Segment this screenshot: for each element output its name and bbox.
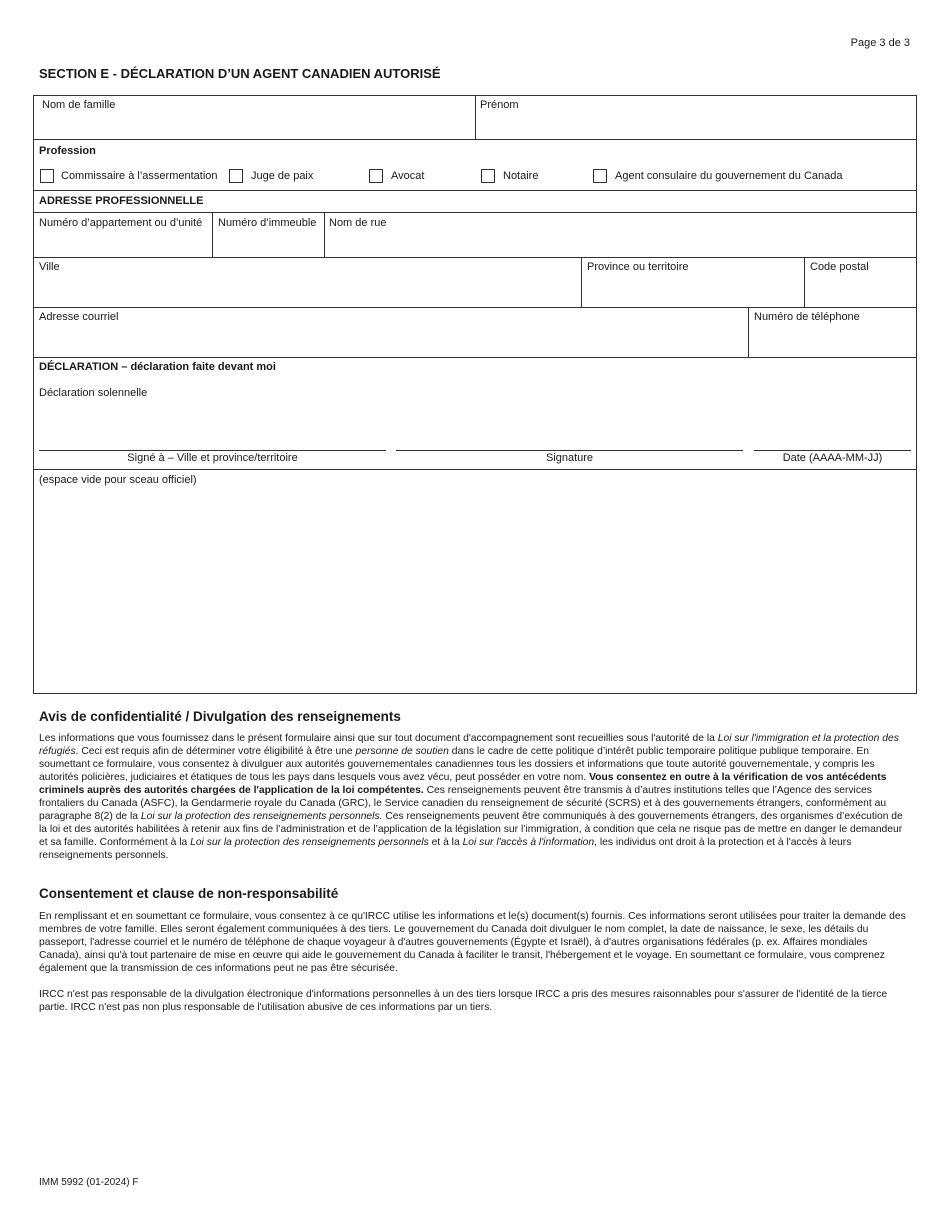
seal-label: (espace vide pour sceau officiel) (39, 474, 197, 486)
checkbox-commissaire[interactable] (40, 169, 54, 183)
phone-field[interactable] (749, 308, 916, 357)
signed-at-field[interactable] (39, 416, 386, 450)
declaration-heading: DÉCLARATION – déclaration faite devant moi (39, 361, 276, 373)
postal-code-field[interactable] (805, 258, 916, 307)
date-field[interactable] (754, 416, 911, 450)
signature-line (396, 450, 743, 451)
phone-label: Numéro de téléphone (754, 311, 860, 323)
unit-number-label: Numéro d’appartement ou d’unité (39, 217, 203, 229)
business-address-heading: ADRESSE PROFESSIONNELLE (39, 195, 204, 207)
building-number-field[interactable] (213, 213, 324, 257)
first-name-field[interactable] (476, 96, 916, 139)
city-label: Ville (39, 261, 60, 273)
unit-number-field[interactable] (34, 213, 212, 257)
solemn-declaration-label: Déclaration solennelle (39, 387, 148, 399)
consent-paragraph-1: En remplissant et en soumettant ce formulaire, vous consentez à ce qu'IRCC utilise les informations et le(s) document(s) fournis. Ces informations seront utilisées pour traiter la demande des membres de votre famille. Elles seront également communiquées à des tiers. Le gouvernement du Canada doit divulguer le nom complet, la date de naissance, le sexe, les détails du passeport, l'adresse courriel et le numéro de téléphone de chaque voyageur à d'autres gouvernements (Égypte et Israël), à d'autres organisations fédérales (p. ex. Affaires mondiales Canada), ainsi qu'à tout partenaire de mise en œuvre qui aide le gouvernement du Canada à faciliter le transit, l'hébergement et le voyage. En soumettant ce formulaire, vous comprenez également que la transmission de ces informations peut ne pas être sécurisée. (39, 911, 906, 974)
checkbox-agent-consulaire[interactable] (593, 169, 607, 183)
privacy-paragraph: Les informations que vous fournissez dans le présent formulaire ainsi que sur tout document d'accompagnement sont recueillies sous l'autorité de la Loi sur l'immigration et la protection des réfugiés. Ceci est requis afin de déterminer votre éligibilité à être une personne de soutien dans le cadre de cette politique d’intérêt public temporaire politique publique temporaire. En soumettant ce formulaire, vous consentez à divulguer aux autorités gouvernementales canadiennes tous les dossiers et informations que toute autorité gouvernementale, y compris les autorités policières, judiciaires et étatiques de tous les pays dans lesquels vous avez vécu, peut posséder en votre nom. Vous consentez en outre à la vérification de vos antécédents criminels auprès des autorités chargées de l'application de la loi compétentes. Ces renseignements peuvent être transmis à d’autres institutions telles que l’Agence des services frontaliers du Canada (ASFC), la Gendarmerie royale du Canada (GRC), le Service canadien du renseignement de sécurité (SCRS) et à des gouvernements étrangers, conformément au paragraphe 8(2) de la Loi sur la protection des renseignements personnels. Ces renseignements peuvent être communiqués à des gouvernements étrangers, des organismes d’exécution de la loi et des autorités habilitées à retenir aux fins de l’administration et de l’application de la législation sur l’immigration, à condition que cela ne risque pas de mettre en danger le demandeur et sa famille. Conformément à la Loi sur la protection des renseignements personnels et à la Loi sur l'accès à l'information, les individus ont droit à la protection et à l'accès à leurs renseignements personnels. (39, 733, 903, 861)
last-name-field[interactable] (34, 96, 475, 139)
option-agent-consulaire-label: Agent consulaire du gouvernement du Canada (615, 170, 843, 182)
option-avocat-label: Avocat (391, 170, 425, 182)
city-field[interactable] (34, 258, 581, 307)
section-title: SECTION E - DÉCLARATION D’UN AGENT CANADIEN AUTORISÉ (39, 66, 441, 81)
divider (34, 469, 916, 470)
signature-caption: Signature (545, 452, 594, 464)
checkbox-notaire[interactable] (481, 169, 495, 183)
option-notaire-label: Notaire (503, 170, 539, 182)
date-line (754, 450, 911, 451)
signature-field[interactable] (396, 416, 743, 450)
checkbox-juge-de-paix[interactable] (229, 169, 243, 183)
last-name-label: Nom de famille (42, 99, 116, 111)
option-commissaire-label: Commissaire à l’assermentation (61, 170, 218, 182)
declaration-form (33, 95, 917, 694)
divider (34, 190, 916, 191)
building-number-label: Numéro d’immeuble (218, 217, 317, 229)
email-field[interactable] (34, 308, 748, 357)
street-name-field[interactable] (325, 213, 916, 257)
province-field[interactable] (582, 258, 804, 307)
consent-paragraph-2: IRCC n'est pas responsable de la divulgation électronique d'informations personnelles à un des tiers lorsque IRCC a pris des mesures raisonnables pour s'assurer de l'identité de la tierce partie. IRCC n'est pas non plus responsable de l'utilisation abusive de ces informations par un tiers. (39, 989, 888, 1013)
privacy-heading: Avis de confidentialité / Divulgation des renseignements (39, 709, 401, 724)
street-name-label: Nom de rue (329, 217, 387, 229)
page-number: Page 3 de 3 (850, 37, 910, 49)
postal-code-label: Code postal (810, 261, 869, 273)
checkbox-avocat[interactable] (369, 169, 383, 183)
email-label: Adresse courriel (39, 311, 119, 323)
consent-heading: Consentement et clause de non-responsabilité (39, 886, 339, 901)
profession-label: Profession (39, 145, 96, 157)
divider (34, 139, 916, 140)
date-caption: Date (AAAA-MM-JJ) (782, 452, 883, 464)
signed-at-line (39, 450, 386, 451)
form-code: IMM 5992 (01-2024) F (39, 1177, 139, 1188)
signed-at-caption: Signé à – Ville et province/territoire (127, 452, 298, 464)
option-juge-de-paix-label: Juge de paix (251, 170, 314, 182)
first-name-label: Prénom (480, 99, 519, 111)
province-label: Province ou territoire (587, 261, 689, 273)
divider (34, 357, 916, 358)
